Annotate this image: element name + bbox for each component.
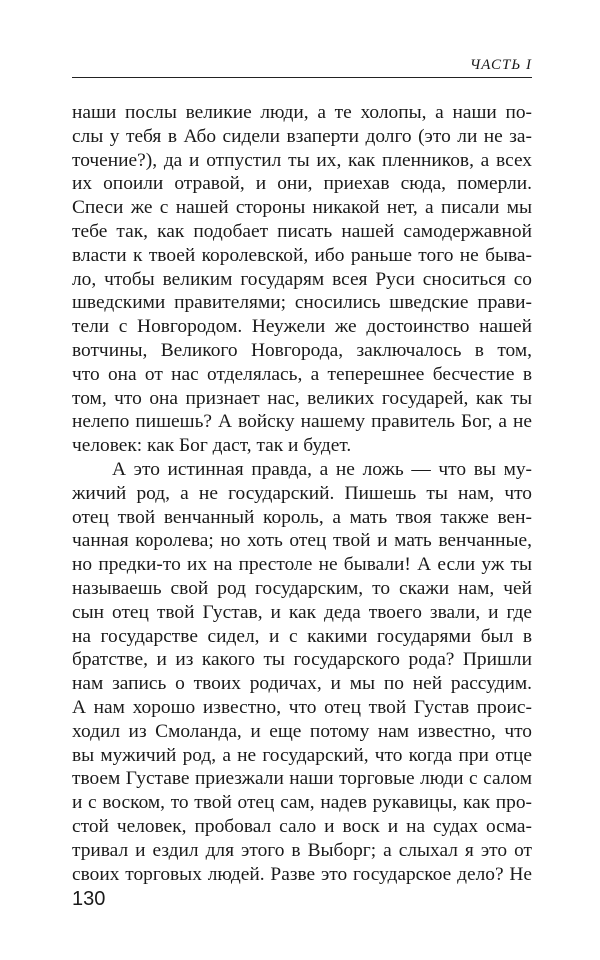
text-line: том, что она признает нас, великих государей, как ты	[72, 387, 532, 409]
header-rule	[72, 77, 532, 78]
text-line: вотчины, Великого Новгорода, заключалось в том,	[72, 339, 532, 361]
body-text	[72, 101, 532, 886]
text-line: ходил из Смоланда, и еще потому нам известно, что	[72, 720, 532, 742]
text-line: чанная королева; но хоть отец твой и мать венчанные,	[72, 530, 532, 552]
text-line: называешь свой род государским, то скажи нам, чей	[72, 577, 532, 599]
text-line: стой человек, пробовал сало и воск и на судах осма-	[72, 815, 532, 837]
text-line: нелепо пишешь? А войску нашему правитель Бог, а не	[72, 411, 532, 433]
text-line: человек: как Бог даст, так и будет.	[72, 435, 352, 457]
text-line: отец твой венчанный король, а мать твоя также вен-	[72, 506, 532, 528]
text-line: тели с Новгородом. Неужели же достоинство нашей	[72, 316, 532, 338]
text-line: А это истинная правда, а не ложь — что вы му-	[112, 458, 532, 480]
text-line: и с воском, то твой отец сам, надев рукавицы, как про-	[72, 792, 532, 814]
text-line: нам запись о твоих родичах, и мы по ней рассудим.	[72, 673, 532, 695]
text-line: на государстве сидел, и с какими государями был в	[72, 625, 532, 647]
text-line: но предки-то их на престоле не бывали! А если уж ты	[72, 554, 532, 576]
text-line: братстве, и из какого ты государского рода? Пришли	[72, 649, 532, 671]
text-line: твоем Густаве приезжали наши торговые люди с салом	[72, 768, 532, 790]
text-line: Спеси же с нашей стороны никакой нет, а писали мы	[72, 197, 532, 219]
text-line: слы у тебя в Або сидели взаперти долго (это ли не за-	[72, 125, 532, 147]
text-line: что она от нас отделялась, а теперешнее бесчестие в	[72, 363, 532, 385]
page-number: 130	[72, 888, 106, 910]
text-line: тривал и ездил для этого в Выборг; а слыхал я это от	[72, 839, 532, 861]
text-line: жичий род, а не государский. Пишешь ты нам, что	[72, 482, 532, 504]
running-title: ЧАСТЬ I	[469, 57, 532, 73]
text-line: сын отец твой Густав, и как деда твоего звали, и где	[72, 601, 532, 623]
text-line: наши послы великие люди, а те холопы, а наши по-	[72, 102, 532, 123]
text-line: точение?), да и отпустил ты их, как пленников, а всех	[72, 149, 532, 171]
text-line: власти к твоей королевской, ибо раньше того не быва-	[72, 244, 532, 266]
text-line: шведскими правителями; сносились шведские прави-	[72, 292, 532, 314]
text-line: А нам хорошо известно, что отец твой Густав проис-	[72, 696, 532, 718]
text-line: вы мужичий род, а не государский, что когда при отце	[72, 744, 532, 766]
text-line: своих торговых людей. Разве это государское дело? Не	[72, 863, 532, 885]
text-line: ло, чтобы великим государям всея Руси сноситься со	[72, 268, 532, 290]
text-line: их опоили отравой, и они, приехав сюда, померли.	[72, 173, 532, 195]
text-line: тебе так, как подобает писать нашей самодержавной	[72, 220, 532, 242]
